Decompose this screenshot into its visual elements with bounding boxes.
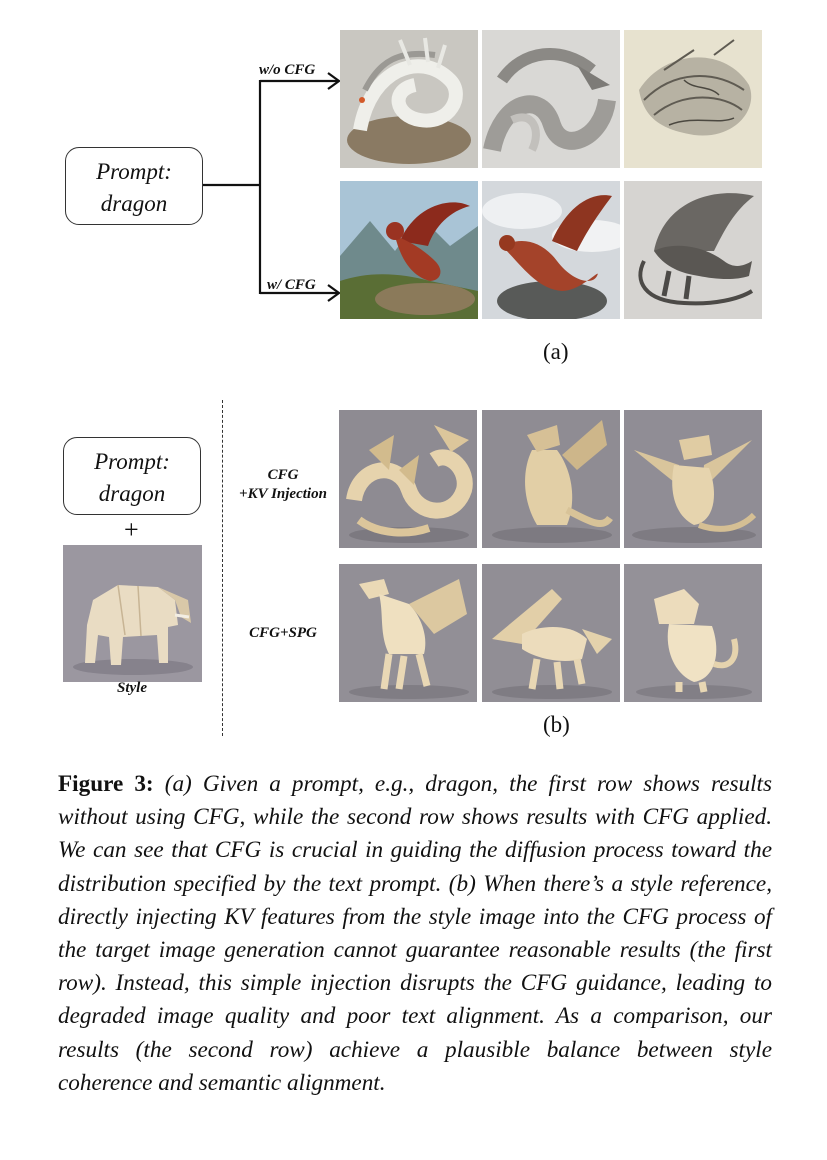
panel-label-b: (b)	[543, 712, 570, 737]
plus-sign: +	[124, 515, 139, 544]
image-cfg-kv-1	[339, 410, 477, 548]
prompt-value: dragon	[100, 191, 168, 216]
panel-label-a: (a)	[543, 339, 569, 364]
figure-caption	[58, 768, 772, 1100]
row-label-cfg-spg: CFG+SPG	[249, 625, 317, 641]
prompt-label: Prompt:	[94, 449, 170, 474]
style-reference-image	[63, 545, 202, 682]
image-without-cfg-2	[482, 30, 620, 168]
row-label-cfg-kv-injection	[228, 466, 338, 504]
style-label: Style	[117, 680, 147, 696]
image-with-cfg-1	[340, 181, 478, 319]
image-with-cfg-3	[624, 181, 762, 319]
branch-arrows	[200, 70, 346, 310]
image-cfg-spg-3	[624, 564, 762, 702]
image-with-cfg-2	[482, 181, 620, 319]
image-cfg-kv-2	[482, 410, 620, 548]
figure-caption-text: (a) Given a prompt, e.g., dragon, the first row shows results without using CFG, while the second row shows results with CFG applied. We can see that CFG is crucial in guiding the diffusion process toward the distribution specified by the text prompt. (b) When there’s a style reference, directly injecting KV features from the style image into the CFG process of the target image generation cannot guarantee reasonable results (the first row). Instead, this simple injection disrupts the CFG guidance, leading to degraded image quality and poor text alignment. As a comparison, our results (the second row) achieve a plausible balance between style coherence and semantic alignment.	[58, 771, 773, 1096]
row-label-line2: +KV Injection	[239, 486, 327, 502]
image-cfg-spg-1	[339, 564, 477, 702]
prompt-box-b	[63, 437, 201, 515]
image-without-cfg-3	[624, 30, 762, 168]
prompt-box-a	[65, 147, 203, 225]
prompt-value: dragon	[98, 481, 166, 506]
prompt-label: Prompt:	[96, 159, 172, 184]
row-label-line1: CFG	[267, 467, 299, 483]
label-without-cfg: w/o CFG	[259, 62, 316, 78]
divider-dashed-line	[222, 400, 223, 736]
image-cfg-kv-3	[624, 410, 762, 548]
image-cfg-spg-2	[482, 564, 620, 702]
image-without-cfg-1	[340, 30, 478, 168]
figure-label: Figure 3:	[58, 771, 154, 797]
label-with-cfg: w/ CFG	[267, 277, 316, 293]
